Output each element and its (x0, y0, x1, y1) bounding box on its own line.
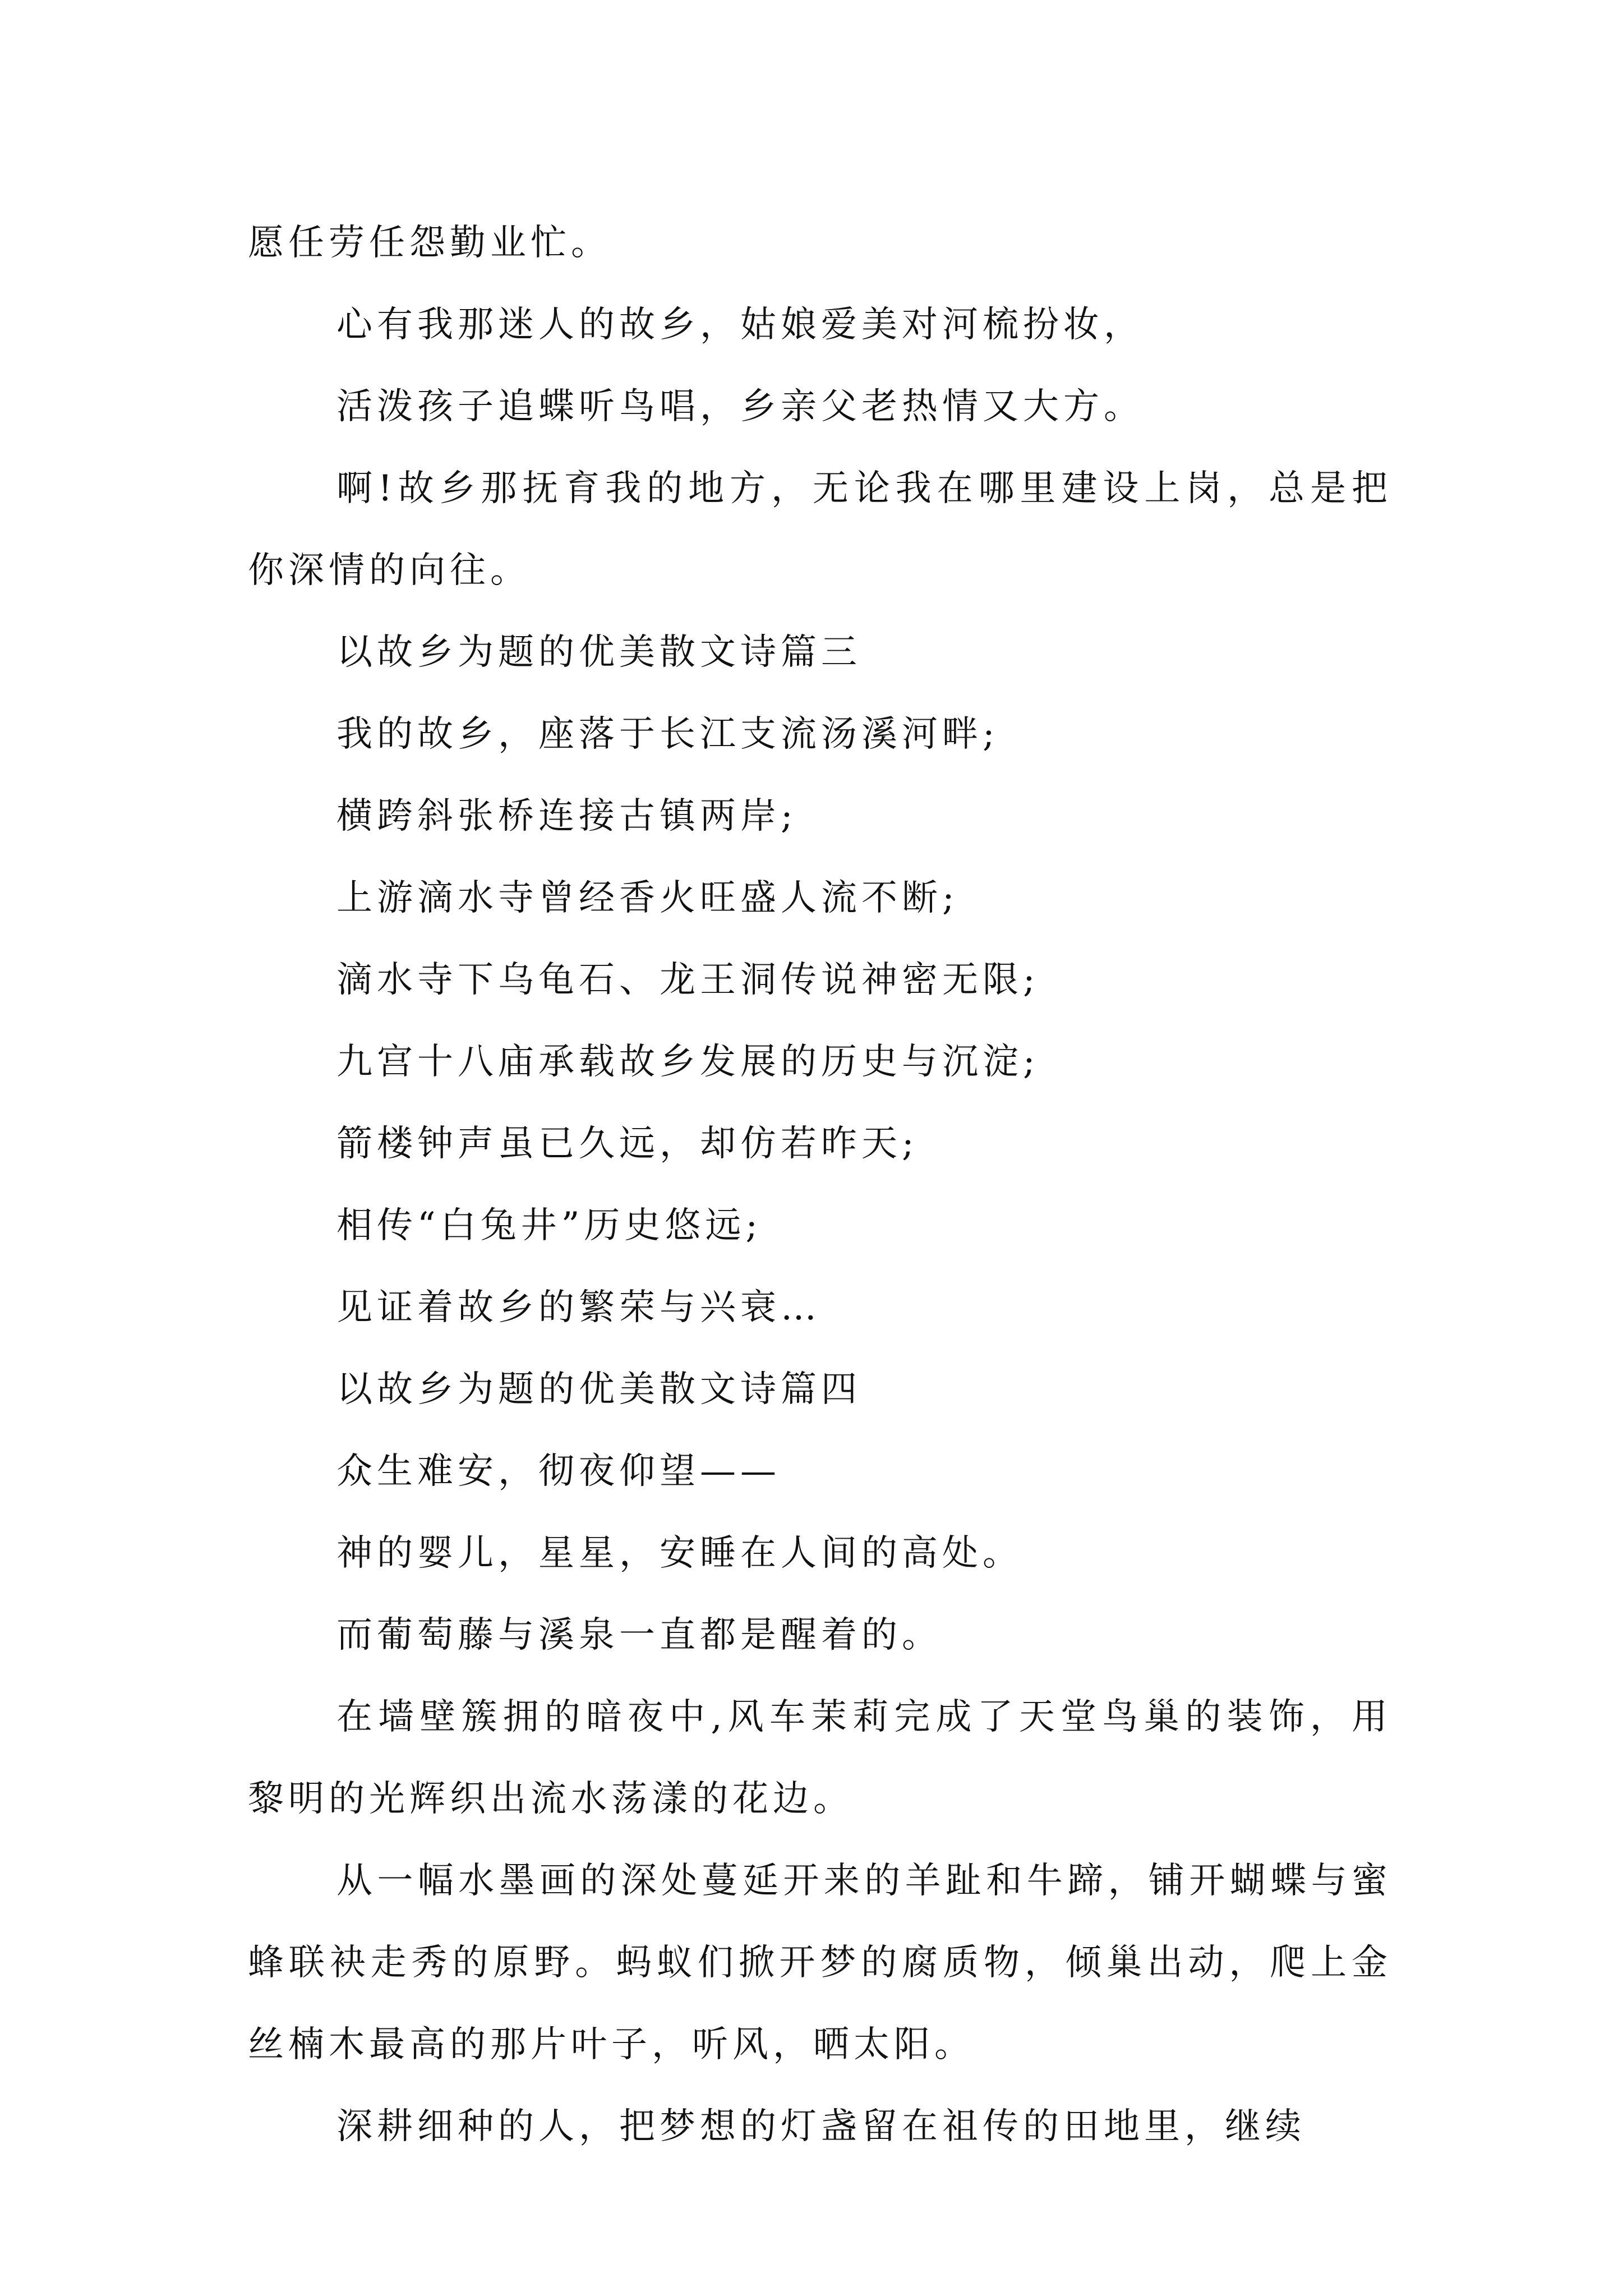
text-line: 我的故乡，座落于长江支流汤溪河畔; (336, 714, 999, 755)
text-paragraph: 在墙壁簇拥的暗夜中,风车茉莉完成了天堂鸟巢的装饰，用黎明的光辉织出流水荡漾的花边。 (248, 1696, 1392, 1820)
text-line: 愿任劳任怨勤业忙。 (248, 222, 611, 264)
document-body (248, 202, 1392, 2168)
text-line: 心有我那迷人的故乡，姑娘爱美对河梳扮妆， (336, 304, 1144, 346)
text-line: 箭楼钟声虽已久远，却仿若昨天; (336, 1123, 919, 1165)
text-line: 见证着故乡的繁荣与兴衰… (336, 1287, 821, 1328)
text-line: 上游滴水寺曾经香火旺盛人流不断; (336, 877, 959, 919)
text-paragraph: 深耕细种的人，把梦想的灯盏留在祖传的田地里，继续 (336, 2106, 1306, 2147)
text-line: 相传“白兔井”历史悠远; (336, 1205, 762, 1246)
text-paragraph: 啊!故乡那抚育我的地方，无论我在哪里建设上岗，总是把你深情的向往。 (248, 468, 1392, 591)
text-line: 滴水寺下乌龟石、龙王洞传说神密无限; (336, 959, 1040, 1001)
text-line: 众生难安，彻夜仰望—— (336, 1451, 781, 1492)
text-line: 活泼孩子追蝶听鸟唱，乡亲父老热情又大方。 (336, 386, 1144, 427)
text-line: 神的婴儿，星星，安睡在人间的高处。 (336, 1533, 1023, 1574)
text-line: 九宫十八庙承载故乡发展的历史与沉淀; (336, 1041, 1040, 1083)
section-heading: 以故乡为题的优美散文诗篇三 (336, 632, 861, 673)
text-paragraph: 从一幅水墨画的深处蔓延开来的羊趾和牛蹄，铺开蝴蝶与蜜蜂联袂走秀的原野。蚂蚁们掀开梦的腐质物，倾巢出动，爬上金丝楠木最高的那片叶子，听风，晒太阳。 (248, 1860, 1392, 2065)
section-heading: 以故乡为题的优美散文诗篇四 (336, 1369, 861, 1410)
text-line: 横跨斜张桥连接古镇两岸; (336, 795, 797, 837)
text-line: 而葡萄藤与溪泉一直都是醒着的。 (336, 1614, 942, 1656)
